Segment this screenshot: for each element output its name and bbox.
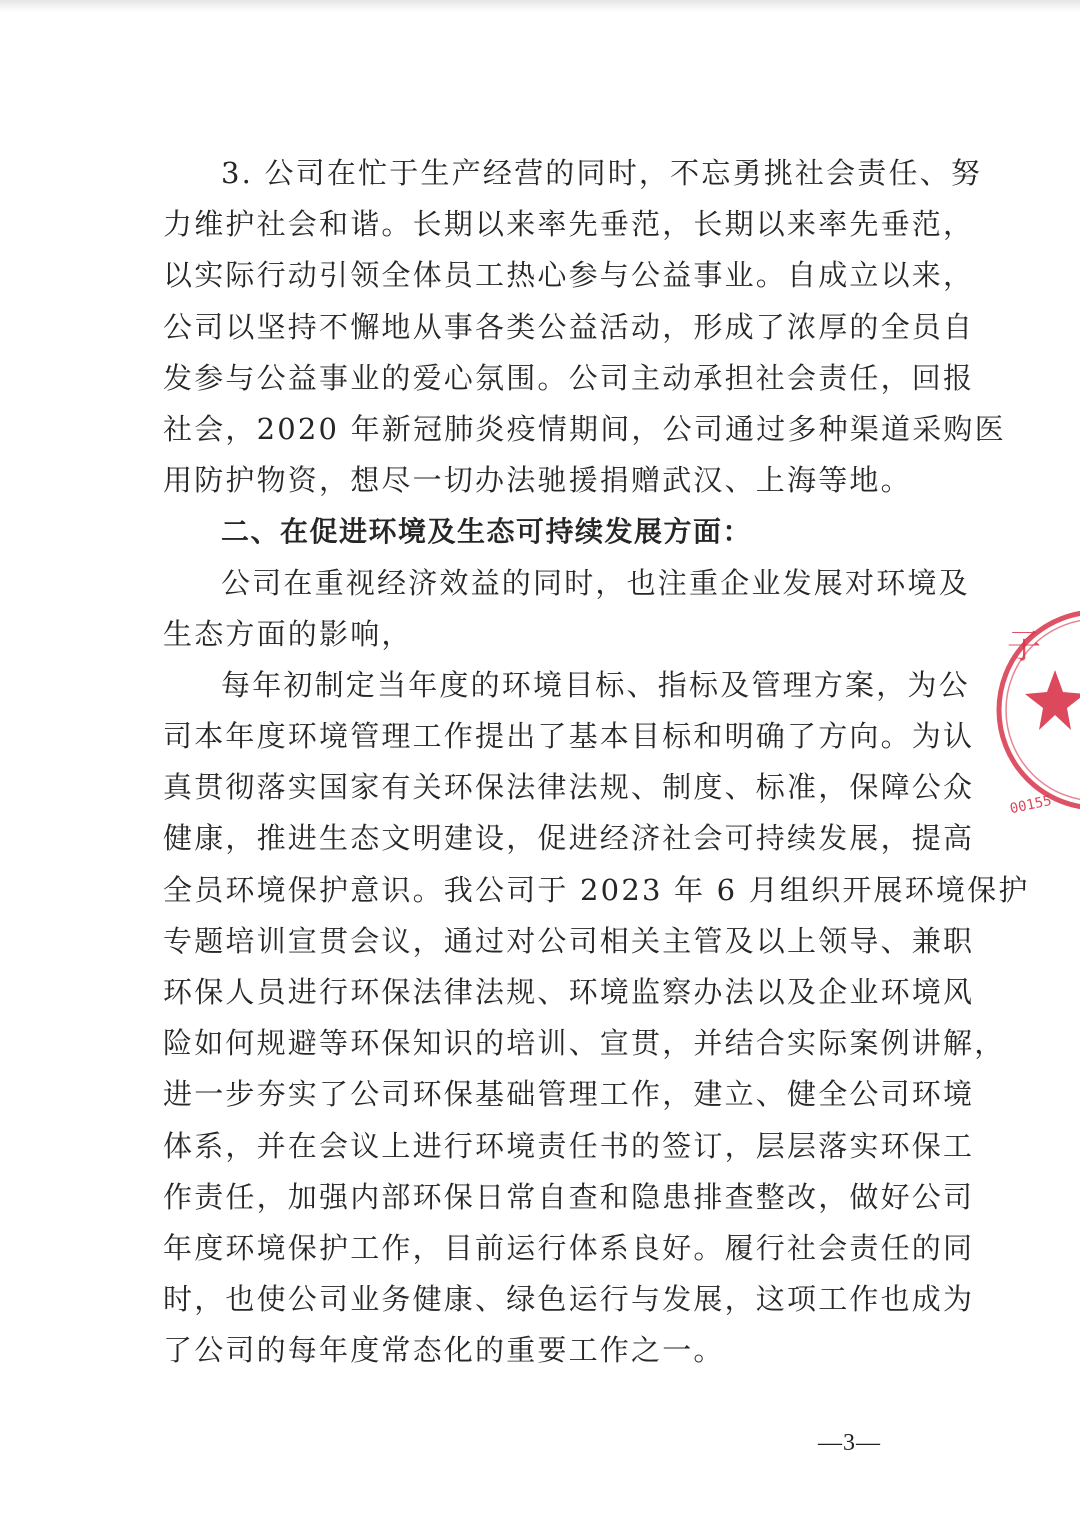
env-detail-line: 了公司的每年度常态化的重要工作之一。: [163, 1333, 725, 1368]
paragraph-3-line: 用防护物资，想尽一切办法驰援捐赠武汉、上海等地。: [163, 463, 912, 498]
env-detail-line: 环保人员进行环保法律法规、环境监察办法以及企业环境风: [163, 975, 975, 1009]
env-detail-line: 司本年度环境管理工作提出了基本目标和明确了方向。为认: [163, 719, 975, 754]
paragraph-3-line: 力维护社会和谐。长期以来率先垂范，长期以来率先垂范，: [163, 207, 975, 242]
paragraph-3-line: 发参与公益事业的爱心氛围。公司主动承担社会责任，回报: [163, 360, 975, 395]
env-detail-line: 进一步夯实了公司环保基础管理工作，建立、健全公司环境: [163, 1077, 975, 1112]
paragraph-3-line: 以实际行动引领全体员工热心参与公益事业。自成立以来，: [163, 258, 975, 293]
seal-character: 子: [1007, 627, 1041, 667]
paragraph-3-line: 3. 公司在忙于生产经营的同时，不忘勇挑社会责任、努: [221, 156, 983, 190]
page-top-shadow: [0, 0, 1080, 12]
env-detail-line: 体系，并在会议上进行环境责任书的签订，层层落实环保工: [163, 1128, 975, 1163]
env-detail-line: 时，也使公司业务健康、绿色运行与发展，这项工作也成为: [163, 1282, 975, 1317]
env-detail-line: 全员环境保护意识。我公司于 2023 年 6 月组织开展环境保护: [163, 872, 1030, 907]
seal-number: 00155: [1008, 792, 1054, 818]
env-detail-line: 专题培训宣贯会议，通过对公司相关主管及以上领导、兼职: [163, 923, 975, 958]
env-intro-line: 生态方面的影响，: [163, 616, 413, 651]
page-number: —3—: [818, 1430, 881, 1456]
env-detail-line: 真贯彻落实国家有关环保法律法规、制度、标准，保障公众: [163, 770, 975, 805]
company-seal: [985, 600, 1080, 830]
document-body: [163, 148, 1030, 1377]
env-detail-line: 险如何规避等环保知识的培训、宣贯，并结合实际案例讲解，: [163, 1026, 1006, 1061]
env-detail-line: 健康，推进生态文明建设，促进经济社会可持续发展，提高: [163, 821, 975, 856]
env-intro-line: 公司在重视经济效益的同时，也注重企业发展对环境及: [221, 565, 970, 600]
env-detail-line: 每年初制定当年度的环境目标、指标及管理方案，为公: [221, 667, 970, 702]
section-heading: 二、在促进环境及生态可持续发展方面：: [221, 515, 753, 549]
env-detail-line: 年度环境保护工作，目前运行体系良好。履行社会责任的同: [163, 1230, 975, 1265]
env-detail-line: 作责任，加强内部环保日常自查和隐患排查整改，做好公司: [163, 1179, 975, 1214]
paragraph-3-line: 公司以坚持不懈地从事各类公益活动，形成了浓厚的全员自: [163, 309, 975, 344]
seal-star: [1025, 670, 1080, 730]
paragraph-3-line: 社会，2020 年新冠肺炎疫情期间，公司通过多种渠道采购医: [163, 411, 1006, 446]
